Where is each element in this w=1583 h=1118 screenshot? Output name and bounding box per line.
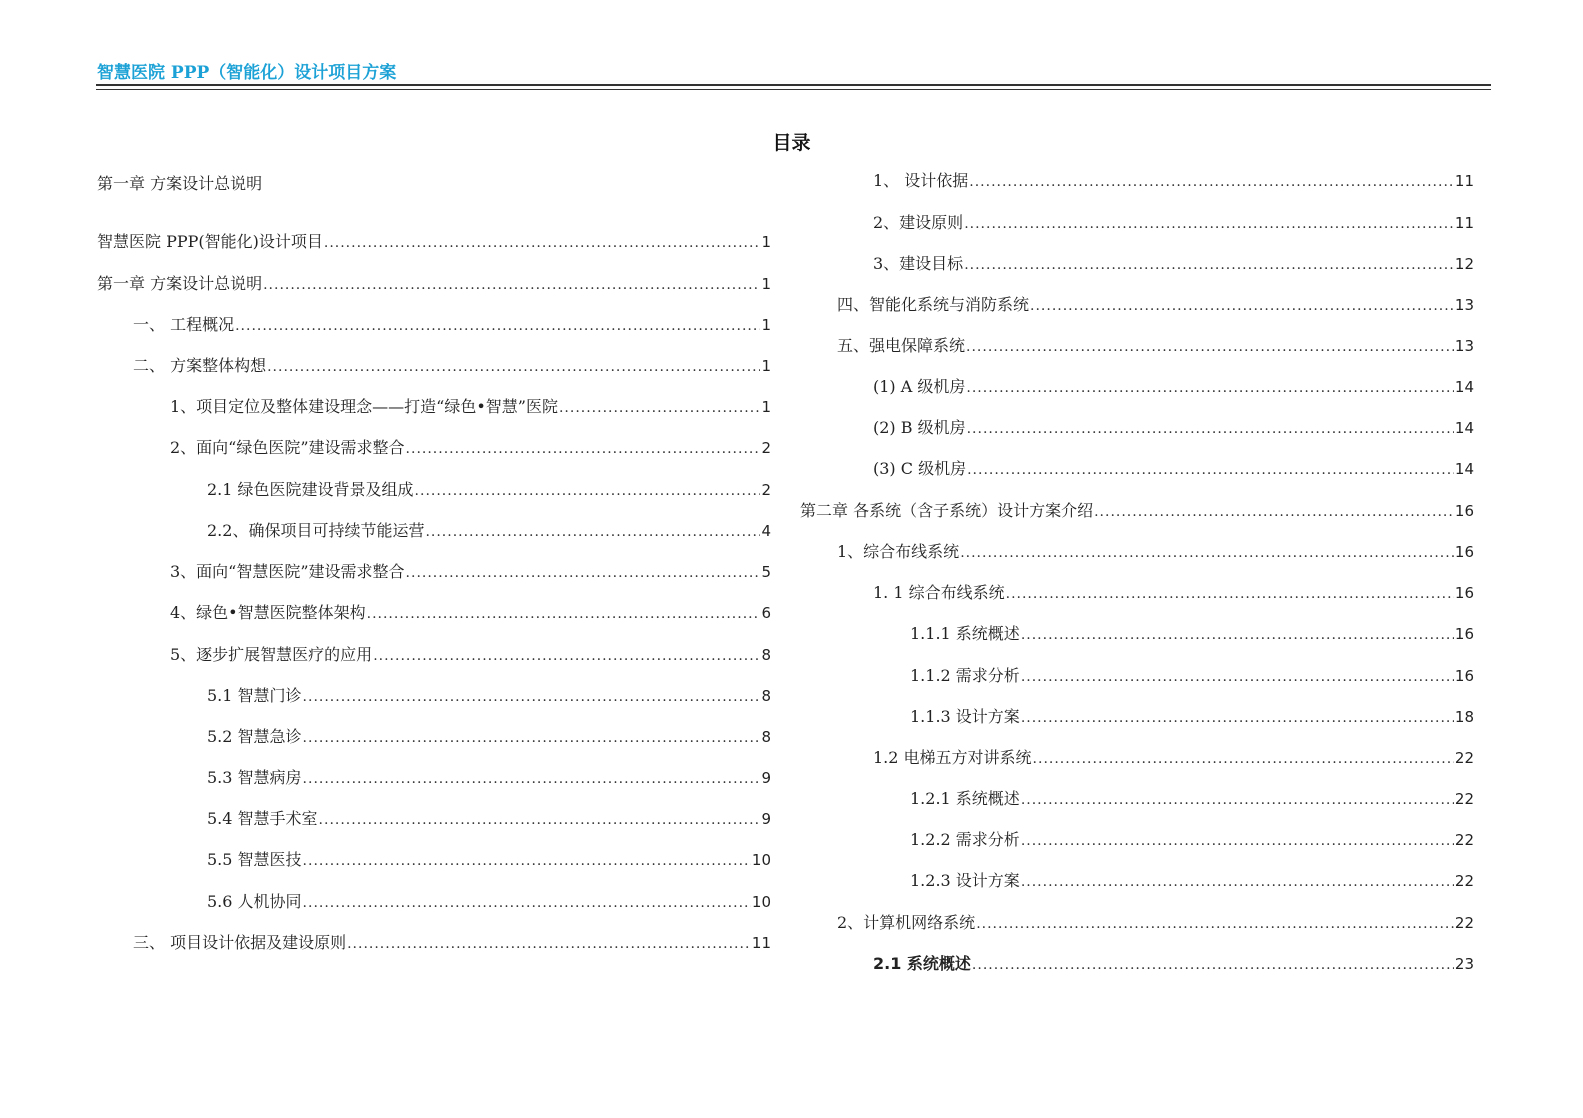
toc-page-number: 22	[1454, 914, 1474, 932]
toc-entry[interactable]	[873, 952, 1474, 976]
toc-entry-label: 5.6 人机协同	[207, 892, 302, 911]
toc-entry-label: 4、绿色•智慧医院整体架构	[170, 603, 366, 622]
toc-dot-leader	[966, 334, 1454, 359]
toc-dot-leader	[964, 252, 1454, 277]
toc-page-number: 13	[1454, 337, 1474, 355]
toc-entry[interactable]	[873, 211, 1474, 235]
toc-dot-leader	[425, 519, 760, 544]
toc-dot-leader	[1021, 664, 1454, 689]
toc-entry-label: 2.1 系统概述	[873, 954, 971, 973]
toc-entry[interactable]	[170, 643, 771, 667]
toc-entry[interactable]	[207, 684, 771, 708]
toc-entry-label: 二、 方案整体构想	[133, 356, 267, 375]
toc-page-number: 22	[1454, 872, 1474, 890]
toc-page-number: 1	[761, 275, 771, 293]
toc-entry[interactable]	[133, 354, 771, 378]
toc-dot-leader	[1094, 499, 1454, 524]
toc-entry[interactable]	[910, 664, 1474, 688]
toc-entry[interactable]	[97, 272, 771, 296]
toc-entry-label: 1.1.2 需求分析	[910, 666, 1020, 685]
toc-entry[interactable]	[170, 395, 771, 419]
toc-dot-leader	[960, 540, 1454, 565]
document-header-title: 智慧医院 PPP（智能化）设计项目方案	[97, 63, 397, 83]
toc-entry-label: 1、 设计依据	[873, 171, 969, 190]
toc-dot-leader	[347, 931, 751, 956]
toc-entry[interactable]	[873, 457, 1474, 481]
toc-dot-leader	[969, 169, 1454, 194]
toc-dot-leader	[406, 560, 761, 585]
toc-entry-label: 1.1.3 设计方案	[910, 707, 1020, 726]
toc-dot-leader	[1021, 869, 1454, 894]
toc-entry-label: 5.2 智慧急诊	[207, 727, 302, 746]
toc-dot-leader	[967, 457, 1454, 482]
toc-entry[interactable]	[800, 499, 1474, 523]
toc-entry[interactable]	[170, 560, 771, 584]
toc-entry-label: 一、 工程概况	[133, 315, 235, 334]
toc-page-number: 22	[1454, 790, 1474, 808]
toc-entry[interactable]	[170, 601, 771, 625]
toc-entry-label: 四、智能化系统与消防系统	[837, 295, 1030, 314]
toc-page-number: 1	[761, 398, 771, 416]
toc-dot-leader	[1021, 705, 1454, 730]
toc-entry-label: 五、强电保障系统	[837, 336, 966, 355]
toc-entry[interactable]	[873, 416, 1474, 440]
toc-page-number: 18	[1454, 708, 1474, 726]
toc-page-number: 14	[1454, 460, 1474, 478]
toc-entry[interactable]	[873, 746, 1474, 770]
toc-dot-leader	[324, 230, 761, 255]
toc-entry-label: 2.1 绿色医院建设背景及组成	[207, 480, 414, 499]
toc-entry[interactable]	[910, 622, 1474, 646]
toc-dot-leader	[319, 807, 761, 832]
toc-dot-leader	[1021, 828, 1454, 853]
toc-entry-label: 1.2.2 需求分析	[910, 830, 1020, 849]
toc-page-number: 16	[1454, 584, 1474, 602]
toc-page-number: 2	[761, 439, 771, 457]
toc-page-number: 9	[761, 769, 771, 787]
toc-page-number: 16	[1454, 543, 1474, 561]
toc-entry[interactable]	[207, 478, 771, 502]
toc-page-number: 4	[761, 522, 771, 540]
toc-entry-label: 1.2 电梯五方对讲系统	[873, 748, 1032, 767]
toc-entry[interactable]	[910, 828, 1474, 852]
toc-entry-label: 1.1.1 系统概述	[910, 624, 1020, 643]
toc-entry-label: 第一章 方案设计总说明	[97, 274, 263, 293]
toc-entry-label: 第二章 各系统（含子系统）设计方案介绍	[800, 501, 1094, 520]
toc-entry-label: 1. 1 综合布线系统	[873, 583, 1005, 602]
toc-entry-label: 三、 项目设计依据及建设原则	[133, 933, 347, 952]
toc-dot-leader	[373, 643, 760, 668]
toc-entry[interactable]	[837, 540, 1474, 564]
toc-entry-label: 1、综合布线系统	[837, 542, 960, 561]
toc-entry[interactable]	[133, 931, 771, 955]
toc-title: 目录	[772, 132, 811, 154]
toc-entry-label: 2、建设原则	[873, 213, 964, 232]
toc-dot-leader	[1030, 293, 1454, 318]
toc-entry-label: 5、逐步扩展智慧医疗的应用	[170, 645, 373, 664]
toc-entry[interactable]	[207, 848, 771, 872]
toc-dot-leader	[263, 272, 760, 297]
toc-page-number: 13	[1454, 296, 1474, 314]
toc-entry[interactable]	[910, 869, 1474, 893]
toc-entry-label: (2) B 级机房	[873, 418, 966, 437]
toc-page-number: 2	[761, 481, 771, 499]
toc-page-number: 8	[761, 646, 771, 664]
toc-dot-leader	[1006, 581, 1454, 606]
toc-dot-leader	[1021, 787, 1454, 812]
toc-dot-leader	[303, 890, 751, 915]
header-rule-thick	[96, 84, 1491, 86]
toc-page-number: 10	[751, 851, 771, 869]
toc-entry[interactable]	[910, 705, 1474, 729]
toc-dot-leader	[406, 436, 761, 461]
toc-dot-leader	[966, 375, 1454, 400]
toc-page-number: 1	[761, 316, 771, 334]
toc-entry-label: 2.2、确保项目可持续节能运营	[207, 521, 425, 540]
toc-entry-label: 1.2.1 系统概述	[910, 789, 1020, 808]
toc-entry-label: 5.3 智慧病房	[207, 768, 302, 787]
toc-dot-leader	[415, 478, 761, 503]
toc-dot-leader	[967, 416, 1454, 441]
toc-entry-label: 5.4 智慧手术室	[207, 809, 318, 828]
toc-page-number: 23	[1454, 955, 1474, 973]
toc-entry-label: 5.5 智慧医技	[207, 850, 302, 869]
toc-entry-label: 1、项目定位及整体建设理念——打造“绿色•智慧”医院	[170, 397, 558, 416]
toc-entry[interactable]	[133, 313, 771, 337]
toc-dot-leader	[235, 313, 760, 338]
toc-entry-label: 智慧医院 PPP(智能化)设计项目	[97, 232, 323, 251]
toc-dot-leader	[367, 601, 761, 626]
toc-entry-label: 5.1 智慧门诊	[207, 686, 302, 705]
toc-page-number: 16	[1454, 667, 1474, 685]
toc-page-number: 1	[761, 357, 771, 375]
toc-entry[interactable]	[207, 807, 771, 831]
toc-dot-leader	[303, 684, 761, 709]
toc-dot-leader	[1033, 746, 1454, 771]
toc-page-number: 6	[761, 604, 771, 622]
toc-entry[interactable]	[837, 293, 1474, 317]
toc-page-number: 22	[1454, 749, 1474, 767]
toc-entry[interactable]	[207, 890, 771, 914]
toc-entry[interactable]	[873, 169, 1474, 193]
toc-page-number: 16	[1454, 625, 1474, 643]
toc-entry[interactable]	[873, 375, 1474, 399]
toc-page-number: 11	[751, 934, 771, 952]
toc-dot-leader	[303, 848, 751, 873]
toc-entry-label: (1) A 级机房	[873, 377, 966, 396]
toc-entry[interactable]	[837, 911, 1474, 935]
toc-entry[interactable]	[97, 230, 771, 254]
toc-entry[interactable]	[207, 766, 771, 790]
toc-dot-leader	[267, 354, 760, 379]
toc-entry-label: 1.2.3 设计方案	[910, 871, 1020, 890]
toc-page-number: 11	[1454, 172, 1474, 190]
toc-entry-label: 2、面向“绿色医院”建设需求整合	[170, 438, 405, 457]
toc-entry-label: (3) C 级机房	[873, 459, 967, 478]
toc-entry[interactable]	[170, 436, 771, 460]
toc-page-number: 22	[1454, 831, 1474, 849]
toc-dot-leader	[303, 766, 761, 791]
toc-entry[interactable]	[873, 252, 1474, 276]
toc-page-number: 5	[761, 563, 771, 581]
toc-entry[interactable]	[837, 334, 1474, 358]
toc-page-number: 16	[1454, 502, 1474, 520]
chapter-heading: 第一章 方案设计总说明	[97, 174, 263, 193]
toc-entry[interactable]	[207, 519, 771, 543]
toc-page-number: 10	[751, 893, 771, 911]
toc-entry[interactable]	[207, 725, 771, 749]
toc-dot-leader	[559, 395, 760, 420]
toc-entry[interactable]	[910, 787, 1474, 811]
toc-dot-leader	[1021, 622, 1454, 647]
toc-dot-leader	[976, 911, 1454, 936]
toc-entry-label: 3、建设目标	[873, 254, 964, 273]
toc-entry-label: 2、计算机网络系统	[837, 913, 976, 932]
toc-page-number: 14	[1454, 419, 1474, 437]
toc-page-number: 12	[1454, 255, 1474, 273]
toc-page-number: 14	[1454, 378, 1474, 396]
toc-dot-leader	[972, 952, 1454, 977]
toc-page-number: 11	[1454, 214, 1474, 232]
toc-page-number: 8	[761, 728, 771, 746]
toc-entry[interactable]	[873, 581, 1474, 605]
toc-page-number: 9	[761, 810, 771, 828]
toc-dot-leader	[964, 211, 1454, 236]
toc-page-number: 1	[761, 233, 771, 251]
header-rule-thin	[96, 89, 1491, 90]
toc-page-number: 8	[761, 687, 771, 705]
toc-entry-label: 3、面向“智慧医院”建设需求整合	[170, 562, 405, 581]
toc-dot-leader	[303, 725, 761, 750]
